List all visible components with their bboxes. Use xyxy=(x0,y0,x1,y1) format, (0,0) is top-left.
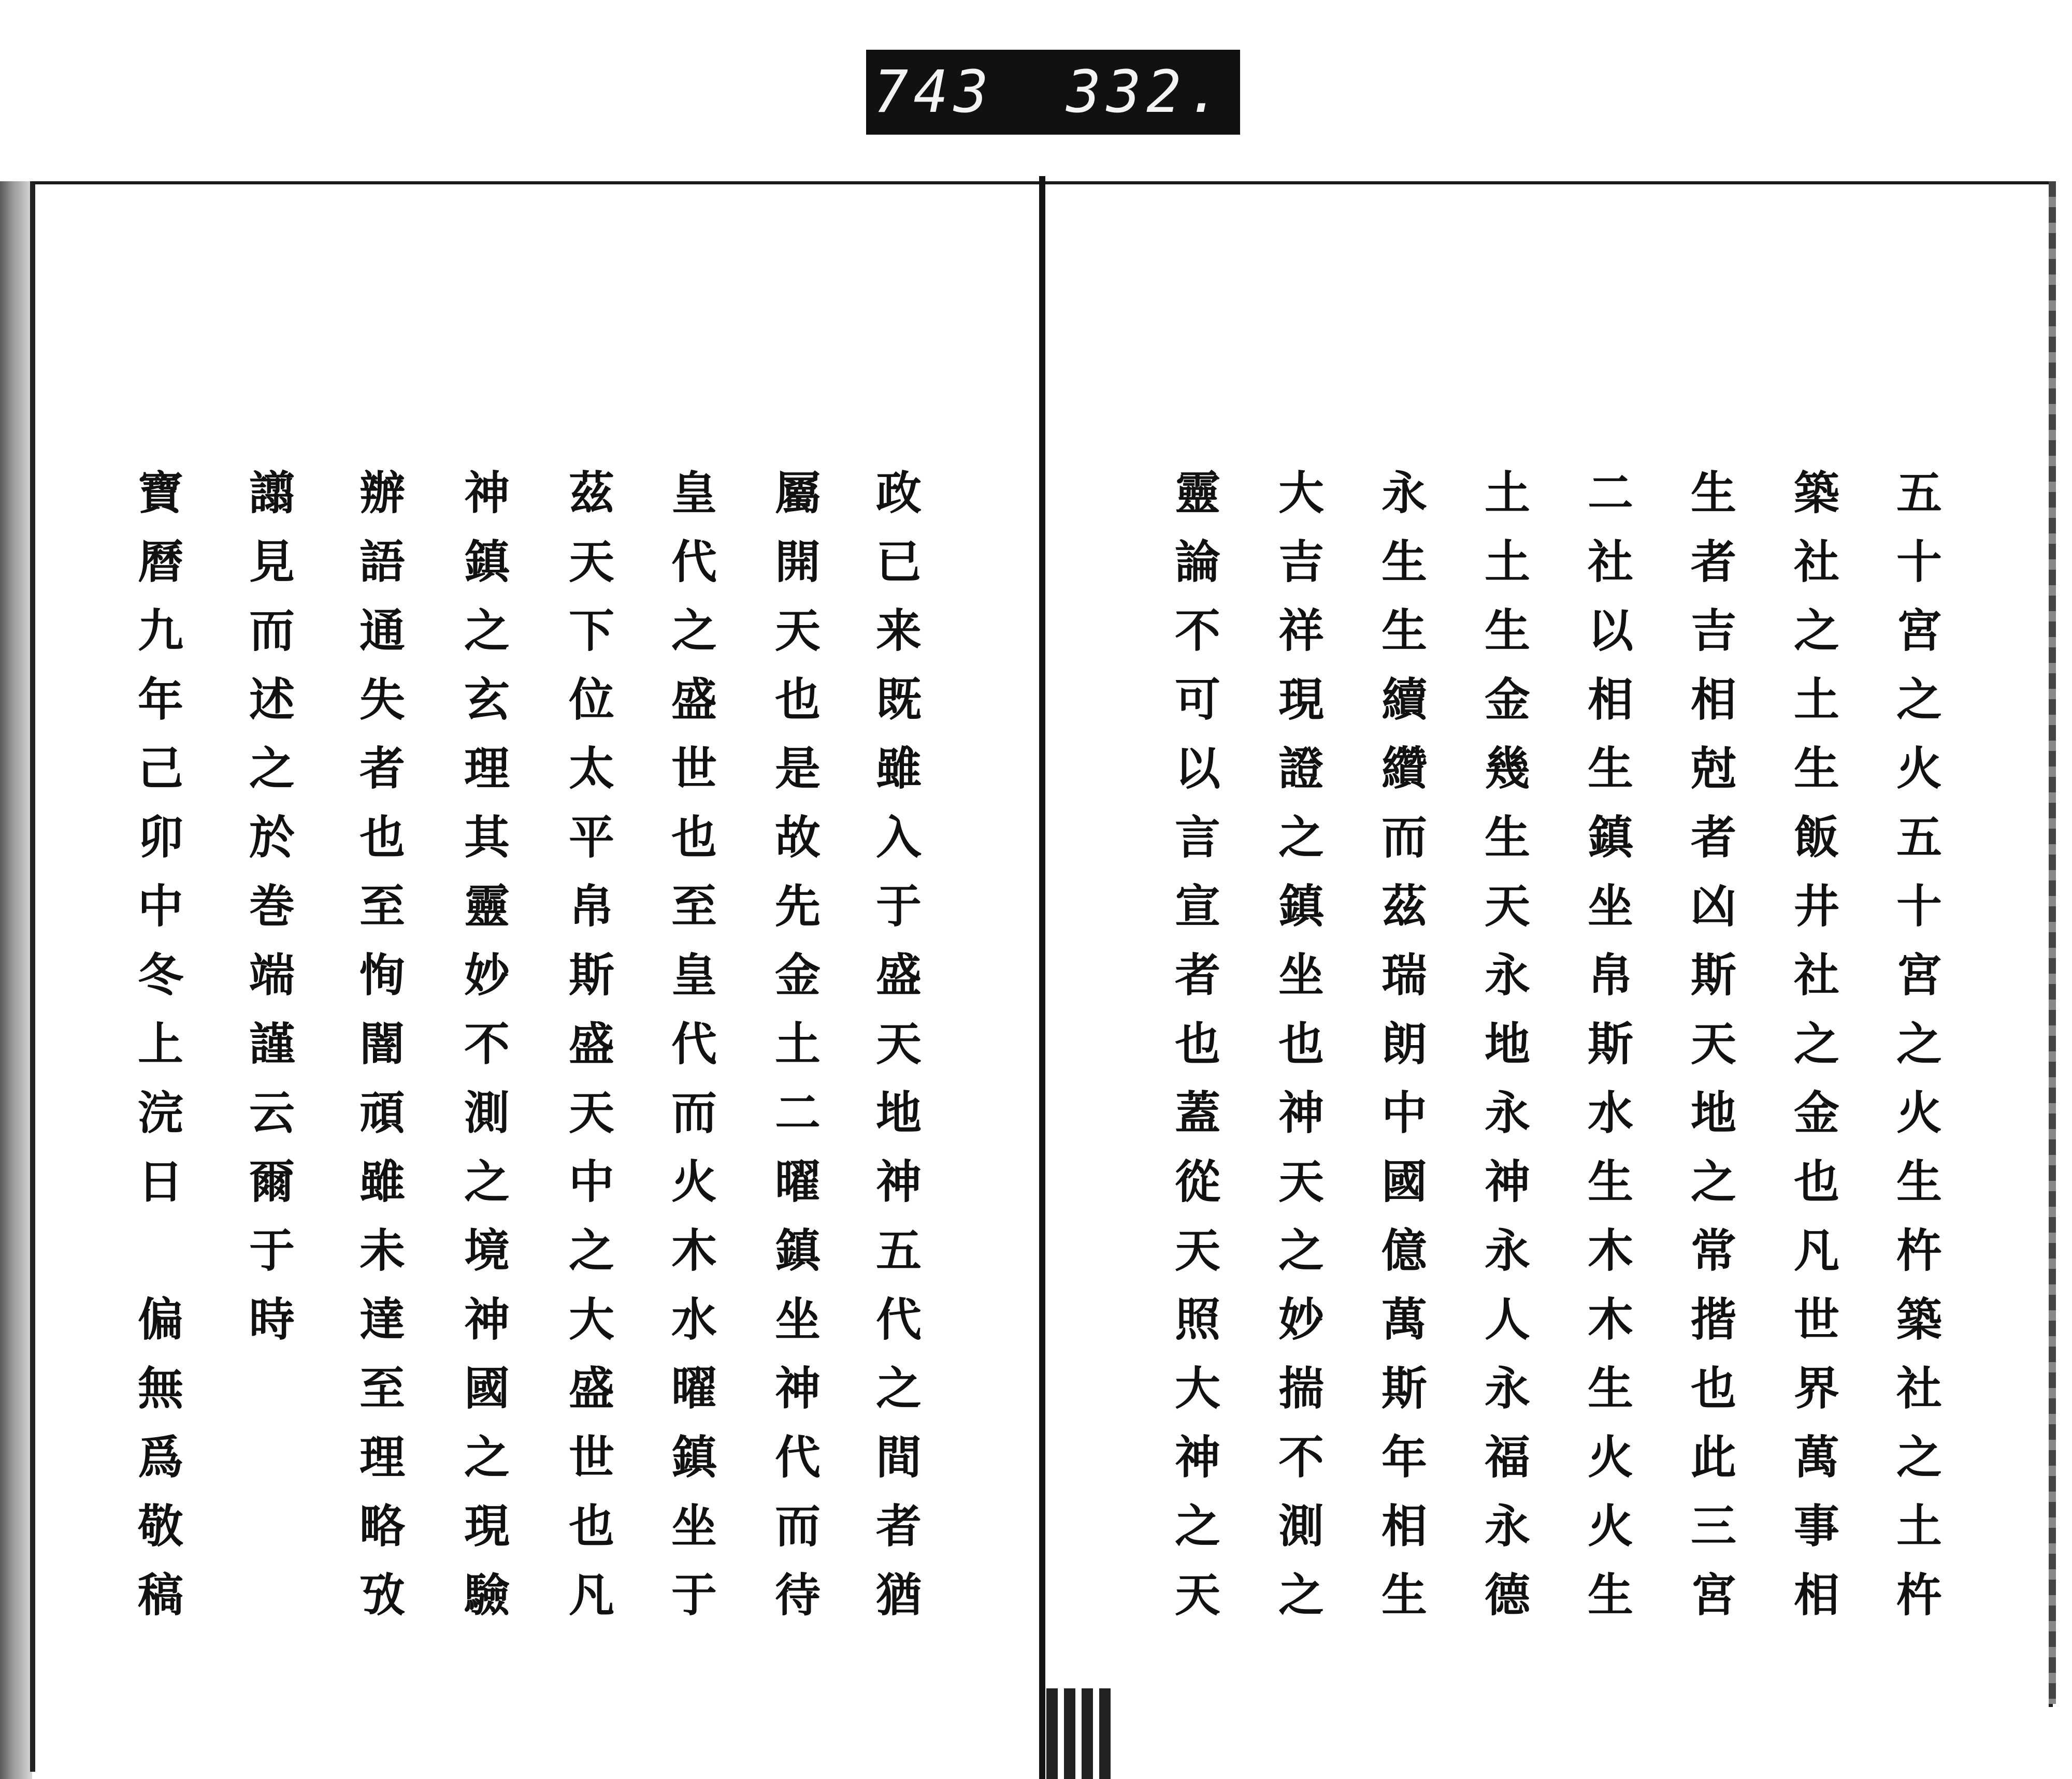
left-page-edge-shadow xyxy=(0,181,32,1779)
right-page-column-7: 大吉祥現證之鎮坐也神天之妙揣不測之 xyxy=(1271,469,1325,1640)
left-page-column-1: 政已来既雖入于盛天地神五代之間者猶 xyxy=(869,469,923,1640)
right-page-column-5: 土土生金幾生天永地永神永人永福永德 xyxy=(1477,469,1531,1640)
right-page-column-2: 築社之土生飯井社之金也凡世界萬事相 xyxy=(1787,469,1840,1640)
right-page-column-6: 永生生續纘而茲瑞朗中國億萬斯年相生 xyxy=(1374,469,1428,1640)
left-page-column-2: 屬開天也是故先金土二曜鎮坐神代而待 xyxy=(768,469,822,1640)
gutter-foot-marks xyxy=(1046,1688,1114,1779)
left-page-column-8: 寶曆九年己卯中冬上浣日 偏無爲敬稿 xyxy=(131,469,184,1640)
left-page-column-5: 神鎮之玄理其靈妙不測之境神國之現驗 xyxy=(457,469,511,1640)
frame-number-label xyxy=(866,50,1240,135)
right-page-edge xyxy=(2049,181,2056,1704)
frame-number-left: 743 xyxy=(873,59,994,126)
frame-number-right: 332. xyxy=(1066,59,1227,126)
right-page-column-8: 靈論不可以言宣者也蓋從天照大神之天 xyxy=(1168,469,1221,1640)
left-page-column-4: 茲天下位太平帛斯盛天中之大盛世也凡 xyxy=(562,469,615,1640)
right-page-column-1: 五十宮之火五十宮之火生杵築社之土杵 xyxy=(1889,469,1943,1640)
left-page-column-3: 皇代之盛世也至皇代而火木水曜鎮坐于 xyxy=(664,469,718,1640)
left-page-column-6: 辦語通失者也至恂闇頑雖未達至理略攷 xyxy=(352,469,406,1640)
right-page-column-4: 二社以相生鎮坐帛斯水生木木生火火生 xyxy=(1580,469,1634,1640)
left-page-column-7: 譾見而述之於巻端謹云爾于時 xyxy=(242,469,296,1364)
book-gutter xyxy=(1039,176,1045,1779)
right-page-column-3: 生者吉相尅者凶斯天地之常揩也此三宮 xyxy=(1684,469,1737,1640)
